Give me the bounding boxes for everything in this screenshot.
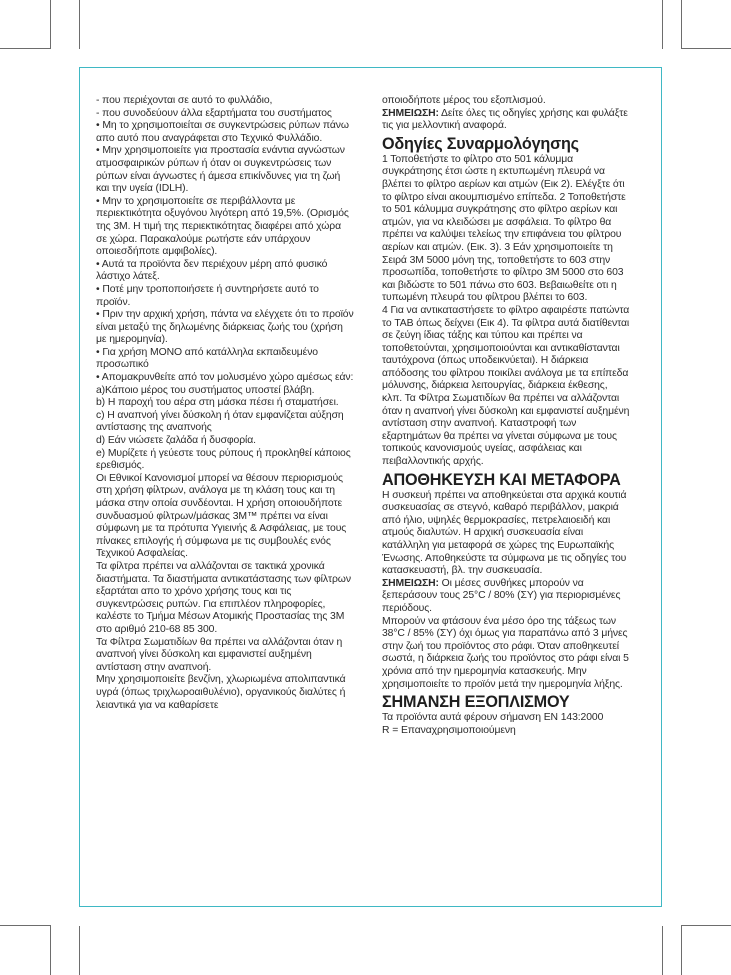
section-heading-assembly: Οδηγίες Συναρμολόγησης <box>382 134 579 153</box>
paragraph: • Για χρήση ΜΟΝΟ από κατάλληλα εκπαιδευμένο προσωπικό <box>96 346 318 371</box>
crop-mark <box>50 925 51 975</box>
crop-mark <box>50 0 51 49</box>
paragraph: οποιοδήποτε μέρος του εξοπλισμού. <box>382 95 546 106</box>
crop-mark <box>79 0 80 49</box>
note-label: ΣΗΜΕΙΩΣΗ: <box>382 577 439 589</box>
crop-mark <box>662 926 663 975</box>
paragraph: Οι Εθνικοί Κανονισμοί μπορεί να θέσουν περιορισμούς στη χρήση φίλτρων, ανάλογα με τη κλάση τους και τη μάσκα στην οποία συνδέονται. Η χρήση οποιουδήποτε συνδυασμού φίλτρων/μάσκας 3M™ πρέπει να είναι σύμφωνη με τα πρότυπα Υγιεινής & Ασφάλειας, με τους πίνακες επιλογής ή σύμφωνα με τις συμβουλές ενός Τεχνικού Ασφαλείας. <box>96 472 347 560</box>
paragraph: Μπορούν να φτάσουν ένα μέσο όρο της τάξεως των 38°C / 85% (ΣΥ) όχι όμως για παραπάνω από 3 μήνες στην ζωή του προϊόντος στο ράφι. Όταν αποθηκευτεί σωστά, η διάρκεια ζωής του προϊόντος στο ράφι είναι 5 χρόνια από την ημερομηνία κατασκευής. Μην χρησιμοποιείτε το προϊόν μετά την ημερομηνία λήξης. <box>382 615 629 690</box>
crop-mark <box>681 48 731 49</box>
section-heading-marking: ΣΗΜΑΝΣΗ ΕΞΟΠΛΙΣΜΟΥ <box>382 693 570 712</box>
paragraph: • Μην το χρησιμοποιείτε σε περιβάλλοντα με περιεκτικότητα οξυγόνου λιγότερη από 19,5%. (Ορισμός της 3M. Η τιμή της περιεκτικότητας διαφέρει από χώρα σε χώρα. Παρακαλούμε ρωτήστε εάν υπάρχουν οποιεσδήποτε αμφιβολίες). <box>96 195 349 258</box>
paragraph: Τα προϊόντα αυτά φέρουν σήμανση EN 143:2000 <box>382 712 604 724</box>
right-column <box>382 95 630 737</box>
note-label: ΣΗΜΕΙΩΣΗ: <box>382 107 439 119</box>
paragraph: c) Η αναπνοή γίνει δύσκολη ή όταν εμφανίζεται αύξηση αντίστασης της αναπνοής <box>96 409 344 434</box>
section-heading-storage: ΑΠΟΘΗΚΕΥΣΗ ΚΑΙ ΜΕΤΑΦΟΡΑ <box>382 470 621 489</box>
crop-mark <box>0 48 51 49</box>
paragraph: R = Επαναχρησιμοποιούμενη <box>382 724 516 736</box>
paragraph: - που περιέχονται σε αυτό το φυλλάδιο, <box>96 95 273 106</box>
paragraph: b) Η παροχή του αέρα στη μάσκα πέσει ή σταματήσει. <box>96 397 339 409</box>
paragraph: • Απομακρυνθείτε από τον μολυσμένο χώρο αμέσως εάν: <box>96 372 354 384</box>
note-text: Οι μέσες συνθήκες μπορούν να ξεπεράσουν τους 25°C / 80% (ΣΥ) για περιορισμένες περιόδους. <box>382 577 621 614</box>
paragraph: • Αυτά τα προϊόντα δεν περιέχουν μέρη από φυσικό λάστιχο λάτεξ. <box>96 258 328 283</box>
crop-mark <box>681 925 731 926</box>
note-text: Δείτε όλες τις οδηγίες χρήσης και φυλάξτε τις για μελλοντική αναφορά. <box>382 107 628 132</box>
crop-mark <box>681 0 682 49</box>
crop-mark <box>662 0 663 49</box>
paragraph: Τα Φίλτρα Σωματιδίων θα πρέπει να αλλάζονται όταν η αναπνοή γίνει δύσκολη και εμφανιστεί αυξημένη αντίσταση στην αναπνοή. <box>96 636 343 673</box>
paragraph: • Πριν την αρχική χρήση, πάντα να ελέγχετε ότι το προϊόν είναι μεταξύ της δηλωμένης διάρκειας ζωής του (χρήση με ημερομηνία). <box>96 309 354 346</box>
paragraph: • Μη το χρησιμοποιείται σε συγκεντρώσεις ρύπων πάνω απο αυτό που αναγράφεται στο Τεχνικό Φυλλάδιο. <box>96 120 349 144</box>
paragraph: d) Εάν νιώσετε ζαλάδα ή δυσφορία. <box>96 435 256 447</box>
left-column <box>96 95 354 712</box>
crop-mark <box>0 925 51 926</box>
paragraph: • Μην χρησιμοποιείτε για προστασία ενάντια αγνώστων ατμοσφαιρικών ρύπων ή όταν οι συγκεντρώσεις των ρύπων είναι άγνωστες ή άμεσα επικίνδυνες για τη ζωή και την υγεία (IDLH). <box>96 145 345 195</box>
paragraph: • Ποτέ μην τροποποιήσετε ή συντηρήσετε αυτό το προϊόν. <box>96 283 319 308</box>
paragraph: Μην χρησιμοποιείτε βενζίνη, χλωριωμένα απολιπαντικά υγρά (όπως τριχλωροαιθυλένιο), οργανικούς διαλύτες ή λειαντικά για να καθαρίσετε <box>96 674 346 711</box>
crop-mark <box>681 925 682 975</box>
paragraph: Τα φίλτρα πρέπει να αλλάζονται σε τακτικά χρονικά διαστήματα. Τα διαστήματα αντικατάστασης των φίλτρων εξαρτάται απο το χρόνο χρήσης τους και τις συγκεντρώσεις ρυπών. Για επιπλέον πληροφορίες, καλέστε το Τμήμα Μέσων Ατομικής Προστασίας της 3M στο αριθμό 210-68 85 300. <box>96 560 351 635</box>
crop-mark <box>79 926 80 975</box>
paragraph: e) Μυρίζετε ή γεύεστε τους ρύπους ή προκληθεί κάποιος ερεθισμός. <box>96 447 351 472</box>
note-paragraph <box>382 578 630 616</box>
paragraph: - που συνοδεύουν άλλα εξαρτήματα του συστήματος <box>96 107 332 119</box>
note-paragraph <box>382 108 630 133</box>
paragraph: 1 Τοποθετήστε το φίλτρο στο 501 κάλυμμα συγκράτησης έτσι ώστε η εκτυπωμένη πλευρά να βλέπει το φίλτρο αερίων και ατμών (Εικ 2). Ελέγξτε ότι το φίλτρο είναι ακουμπισμένο επίπεδα. 2 Τοποθετήστε το 501 κάλυμμα συγκράτησης στο φίλτρο αερίων και ατμών, για να κλειδώσει με ασφάλεια. Το φίλτρο θα πρέπει να καλύψει τελείως την επιφάνεια του φίλτρου αερίων και ατμών. (Εικ. 3). 3 Εάν χρησιμοποιείτε τη Σειρά 3M 5000 μόνη της, τοποθετήστε το 603 στην προσωπίδα, τοποθετήστε το φίλτρο 3M 5000 στο 603 και βιδώστε το 501 πάνω στο 603. Βεβαιωθείτε οτι η τυπωμένη πλευρά του φίλτρου βλέπει το 603. <box>382 153 626 304</box>
paragraph: 4 Για να αντικαταστήσετε το φίλτρο αφαιρέστε πατώντα το TAB όπως δείχνει (Εικ 4). Τα φίλτρα αυτά διατίθενται σε ζεύγη ίδιας τάξης και τύπου και πρέπει να τοποθετούνται, χρησιμοποιούνται και αντικαθίστανται ταυτόχρονα (όπως υποδεικνύεται). Η διάρκεια απόδοσης του φίλτρου ποικίλει ανάλογα με τα επίπεδα μόλυνσης, διάρκεια λειτουργίας, διάρκεια έκθεσης, κλπ. Τα Φίλτρα Σωματιδίων θα πρέπει να αλλάζονται όταν η αναπνοή γίνει δύσκολη και εμφανιστεί αυξημένη αντίσταση στην αναπνοή. Καταστροφή των εξαρτημάτων θα πρέπει να γίνεται σύμφωνα με τους τοπικούς κανονισμούς υγείας, ασφάλειας και πειβαλλοντικής αρχής. <box>382 304 630 468</box>
paragraph: a)Κάποιο μέρος του συστήματος υποστεί βλάβη. <box>96 384 315 396</box>
paragraph: Η συσκευή πρέπει να αποθηκεύεται στα αρχικά κουτιά συσκευασίας σε στεγνό, καθαρό περιβάλλον, μακριά από ήλιο, υψηλές θερμοκρασίες, πετρελαιοειδή και ατμούς διαλυτών. Η αρχική συσκευασία είναι κατάλληλη για μεταφορά σε χώρες της Ευρωπαϊκής Ένωσης. Αποθηκεύστε τα σύμφωνα με τις οδηγίες του κατασκευαστή, βλ. την συσκευασία. <box>382 489 627 577</box>
